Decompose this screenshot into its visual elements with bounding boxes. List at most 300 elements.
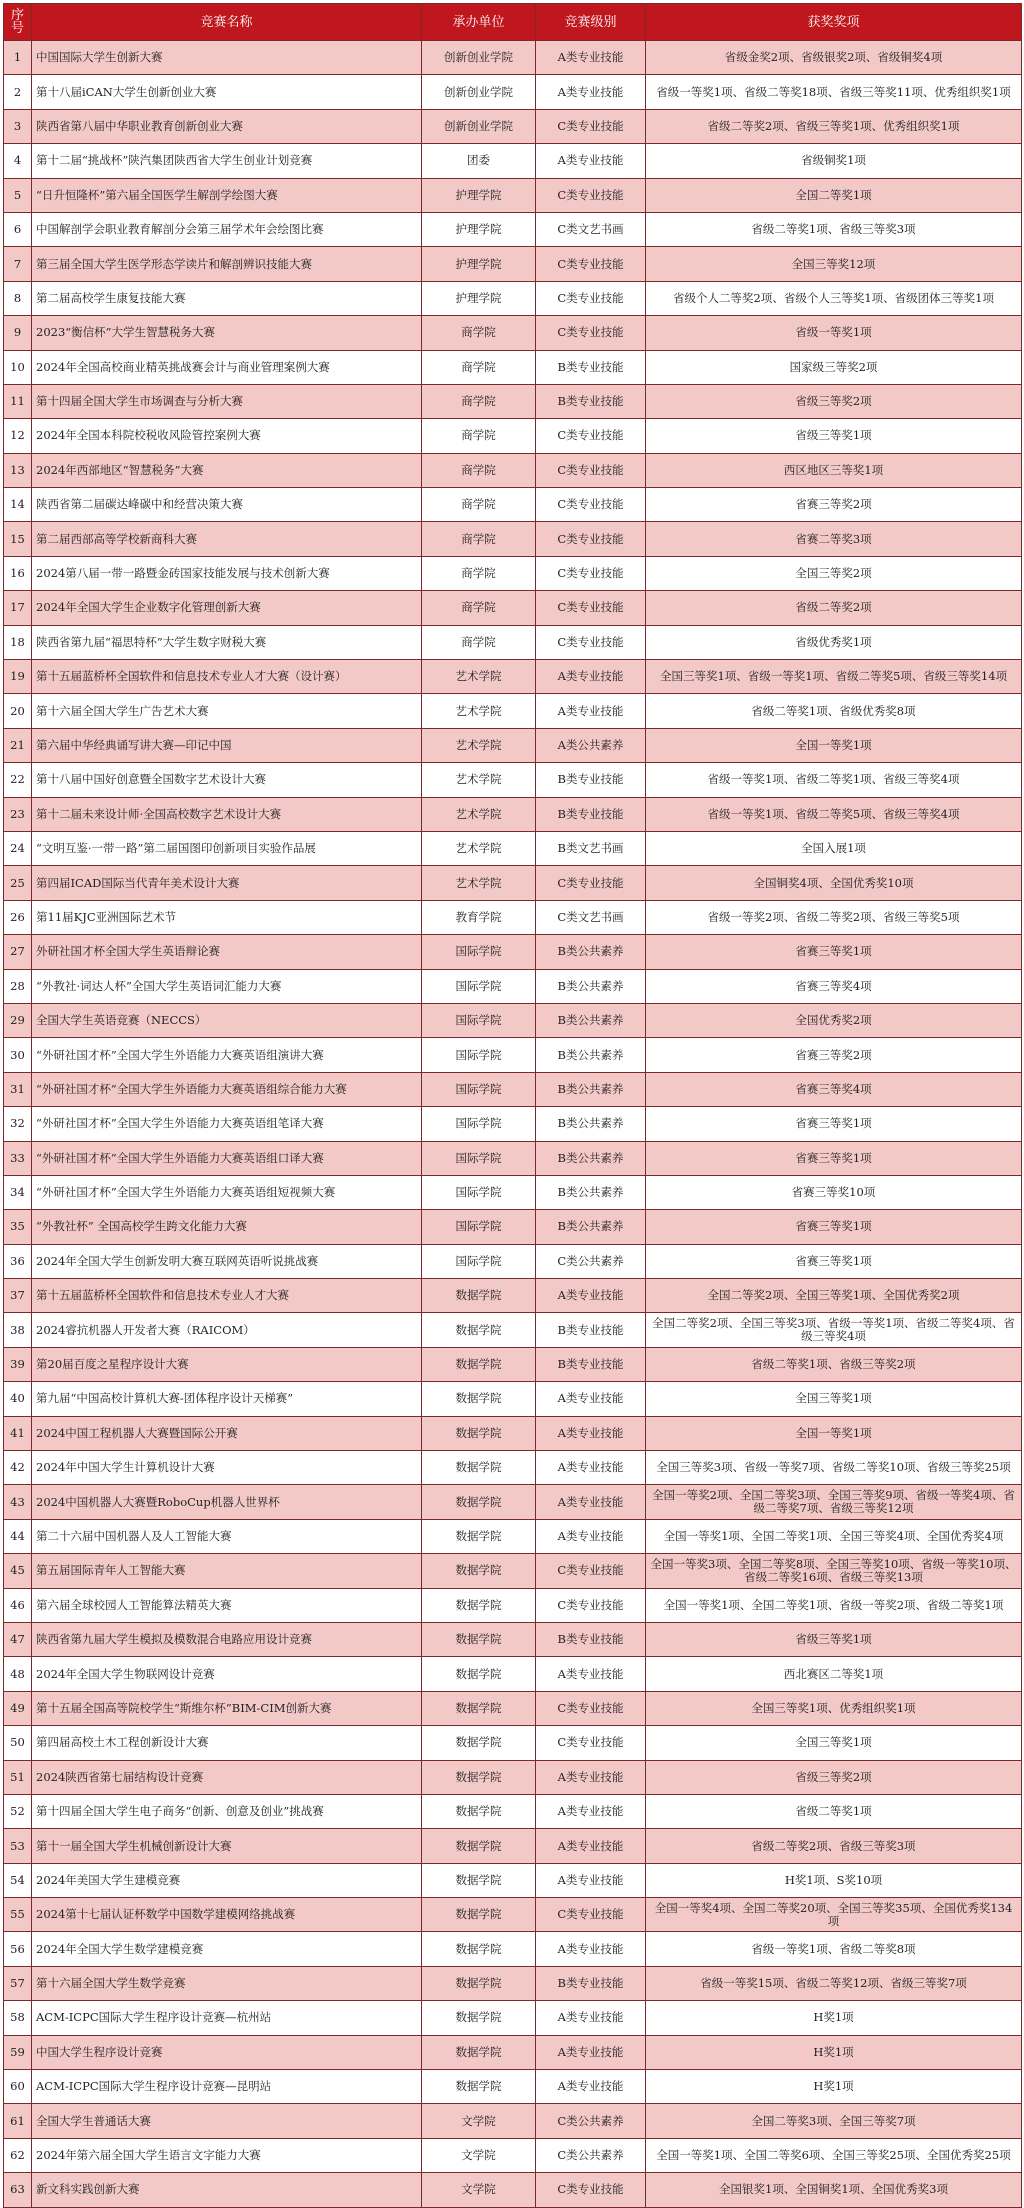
competition-name: 2024年美国大学生建模竞赛 <box>32 1863 422 1897</box>
table-row <box>4 419 1022 453</box>
row-number: 43 <box>4 1485 32 1519</box>
competition-level: C类专业技能 <box>536 1726 646 1760</box>
host-unit: 国际学院 <box>422 1072 536 1106</box>
competition-level: C类专业技能 <box>536 2173 646 2207</box>
table-row <box>4 1279 1022 1313</box>
row-number: 15 <box>4 522 32 556</box>
table-row <box>4 1244 1022 1278</box>
award-result: 全国二等奖2项、全国三等奖3项、省级一等奖1项、省级二等奖4项、省级三等奖4项 <box>646 1313 1022 1347</box>
row-number: 36 <box>4 1244 32 1278</box>
row-number: 61 <box>4 2104 32 2138</box>
competition-name: 2024年第六届全国大学生语言文字能力大赛 <box>32 2138 422 2172</box>
table-row <box>4 1141 1022 1175</box>
award-result: 全国一等奖1项、全国二等奖1项、全国三等奖4项、全国优秀奖4项 <box>646 1519 1022 1553</box>
award-result: 省级金奖2项、省级银奖2项、省级铜奖4项 <box>646 41 1022 75</box>
host-unit: 数据学院 <box>422 1519 536 1553</box>
award-result: 省级二等奖1项、省级三等奖2项 <box>646 1347 1022 1381</box>
competition-name: 第二十六届中国机器人及人工智能大赛 <box>32 1519 422 1553</box>
table-row <box>4 488 1022 522</box>
host-unit: 数据学院 <box>422 2035 536 2069</box>
host-unit: 文学院 <box>422 2138 536 2172</box>
award-result: 全国一等奖2项、全国二等奖3项、全国三等奖9项、省级一等奖4项、省级二等奖7项、省级三等奖12项 <box>646 1485 1022 1519</box>
competition-name: 第二届高校学生康复技能大赛 <box>32 281 422 315</box>
award-result: 全国一等奖1项、全国二等奖6项、全国三等奖25项、全国优秀奖25项 <box>646 2138 1022 2172</box>
table-row <box>4 797 1022 831</box>
host-unit: 商学院 <box>422 384 536 418</box>
competition-name: “文明互鉴·一带一路”第二届国图印创新项目实验作品展 <box>32 831 422 865</box>
row-number: 10 <box>4 350 32 384</box>
award-result: 省级二等奖2项 <box>646 591 1022 625</box>
host-unit: 数据学院 <box>422 1382 536 1416</box>
competition-level: C类专业技能 <box>536 1898 646 1932</box>
host-unit: 数据学院 <box>422 1554 536 1588</box>
table-row <box>4 247 1022 281</box>
table-row <box>4 1863 1022 1897</box>
competition-level: A类专业技能 <box>536 1382 646 1416</box>
award-result: 全国二等奖1项 <box>646 178 1022 212</box>
host-unit: 国际学院 <box>422 1141 536 1175</box>
competition-name: “日升恒隆杯”第六届全国医学生解剖学绘图大赛 <box>32 178 422 212</box>
award-result: 省赛三等奖1项 <box>646 1210 1022 1244</box>
competition-level: C类公共素养 <box>536 2138 646 2172</box>
award-result: 全国铜奖4项、全国优秀奖10项 <box>646 866 1022 900</box>
row-number: 49 <box>4 1691 32 1725</box>
award-result: 省赛三等奖2项 <box>646 488 1022 522</box>
award-result: 省级二等奖2项、省级三等奖1项、优秀组织奖1项 <box>646 109 1022 143</box>
table-row <box>4 660 1022 694</box>
competition-name: 中国解剖学会职业教育解剖分会第三届学术年会绘图比赛 <box>32 212 422 246</box>
table-row <box>4 316 1022 350</box>
competition-level: A类专业技能 <box>536 1657 646 1691</box>
row-number: 38 <box>4 1313 32 1347</box>
table-row <box>4 1072 1022 1106</box>
award-result: 全国一等奖3项、全国二等奖8项、全国三等奖10项、省级一等奖10项、省级二等奖16项、省级三等奖13项 <box>646 1554 1022 1588</box>
competition-name: 2024年西部地区“智慧税务”大赛 <box>32 453 422 487</box>
table-row <box>4 1554 1022 1588</box>
competition-name: 第十五届蓝桥杯全国软件和信息技术专业人才大赛 <box>32 1279 422 1313</box>
row-number: 4 <box>4 144 32 178</box>
table-row <box>4 1038 1022 1072</box>
host-unit: 数据学院 <box>422 1588 536 1622</box>
competition-level: A类专业技能 <box>536 1829 646 1863</box>
award-result: 国家级三等奖2项 <box>646 350 1022 384</box>
competition-name: 2024年全国大学生数学建模竞赛 <box>32 1932 422 1966</box>
competition-name: “外研社国才杯”全国大学生外语能力大赛英语组笔译大赛 <box>32 1107 422 1141</box>
award-result: 省级一等奖15项、省级二等奖12项、省级三等奖7项 <box>646 1966 1022 2000</box>
table-row <box>4 728 1022 762</box>
table-row <box>4 1794 1022 1828</box>
competition-level: B类专业技能 <box>536 384 646 418</box>
competition-level: A类专业技能 <box>536 660 646 694</box>
competition-name: 第五届国际青年人工智能大赛 <box>32 1554 422 1588</box>
table-row <box>4 866 1022 900</box>
table-row <box>4 1519 1022 1553</box>
host-unit: 文学院 <box>422 2104 536 2138</box>
award-result: 省赛三等奖2项 <box>646 1038 1022 1072</box>
host-unit: 国际学院 <box>422 935 536 969</box>
award-result: 省级二等奖1项、省级优秀奖8项 <box>646 694 1022 728</box>
row-number: 23 <box>4 797 32 831</box>
row-number: 39 <box>4 1347 32 1381</box>
row-number: 30 <box>4 1038 32 1072</box>
competition-name: 全国大学生英语竞赛（NECCS） <box>32 1003 422 1037</box>
competition-name: 第十二届“挑战杯”陕汽集团陕西省大学生创业计划竞赛 <box>32 144 422 178</box>
host-unit: 团委 <box>422 144 536 178</box>
table-row <box>4 1622 1022 1656</box>
row-number: 35 <box>4 1210 32 1244</box>
row-number: 6 <box>4 212 32 246</box>
host-unit: 数据学院 <box>422 1726 536 1760</box>
row-number: 42 <box>4 1451 32 1485</box>
row-number: 16 <box>4 556 32 590</box>
host-unit: 数据学院 <box>422 1966 536 2000</box>
row-number: 60 <box>4 2070 32 2104</box>
header-row <box>4 4 1022 41</box>
award-result: 省赛三等奖10项 <box>646 1175 1022 1209</box>
host-unit: 国际学院 <box>422 969 536 1003</box>
row-number: 2 <box>4 75 32 109</box>
host-unit: 数据学院 <box>422 1829 536 1863</box>
table-row <box>4 1829 1022 1863</box>
row-number: 33 <box>4 1141 32 1175</box>
competition-name: 2024睿抗机器人开发者大赛（RAICOM） <box>32 1313 422 1347</box>
table-row <box>4 1760 1022 1794</box>
host-unit: 数据学院 <box>422 1863 536 1897</box>
row-number: 37 <box>4 1279 32 1313</box>
competition-level: A类专业技能 <box>536 1279 646 1313</box>
table-body <box>4 41 1022 2208</box>
host-unit: 艺术学院 <box>422 694 536 728</box>
host-unit: 数据学院 <box>422 1485 536 1519</box>
row-number: 13 <box>4 453 32 487</box>
competition-name: 2024年中国大学生计算机设计大赛 <box>32 1451 422 1485</box>
competition-name: 第十一届全国大学生机械创新设计大赛 <box>32 1829 422 1863</box>
competition-name: 全国大学生普通话大赛 <box>32 2104 422 2138</box>
table-row <box>4 694 1022 728</box>
award-result: 省级三等奖1项 <box>646 1622 1022 1656</box>
competition-level: C类专业技能 <box>536 556 646 590</box>
table-row <box>4 1416 1022 1450</box>
table-row <box>4 1451 1022 1485</box>
award-result: 西北赛区二等奖1项 <box>646 1657 1022 1691</box>
award-result: 全国一等奖1项 <box>646 728 1022 762</box>
award-result: 省级铜奖1项 <box>646 144 1022 178</box>
row-number: 52 <box>4 1794 32 1828</box>
competition-level: C类专业技能 <box>536 625 646 659</box>
awards-sheet <box>3 3 1021 2208</box>
host-unit: 商学院 <box>422 591 536 625</box>
row-number: 8 <box>4 281 32 315</box>
row-number: 7 <box>4 247 32 281</box>
competition-level: B类公共素养 <box>536 969 646 1003</box>
award-result: 全国三等奖3项、省级一等奖7项、省级二等奖10项、省级三等奖25项 <box>646 1451 1022 1485</box>
table-row <box>4 384 1022 418</box>
table-row <box>4 625 1022 659</box>
competition-level: B类公共素养 <box>536 1072 646 1106</box>
competition-name: 陕西省第九届“福思特杯”大学生数字财税大赛 <box>32 625 422 659</box>
competition-level: A类专业技能 <box>536 694 646 728</box>
competition-name: 中国大学生程序设计竞赛 <box>32 2035 422 2069</box>
competition-level: B类专业技能 <box>536 763 646 797</box>
host-unit: 商学院 <box>422 625 536 659</box>
competition-name: 第十四届全国大学生市场调查与分析大赛 <box>32 384 422 418</box>
table-row <box>4 2070 1022 2104</box>
table-row <box>4 522 1022 556</box>
competition-level: C类文艺书画 <box>536 212 646 246</box>
competition-name: ACM-ICPC国际大学生程序设计竞赛—杭州站 <box>32 2001 422 2035</box>
table-row <box>4 831 1022 865</box>
host-unit: 数据学院 <box>422 1313 536 1347</box>
competition-name: 第十六届全国大学生广告艺术大赛 <box>32 694 422 728</box>
host-unit: 创新创业学院 <box>422 109 536 143</box>
award-result: 全国三等奖2项 <box>646 556 1022 590</box>
award-result: 省赛三等奖1项 <box>646 935 1022 969</box>
table-row <box>4 1588 1022 1622</box>
table-row <box>4 178 1022 212</box>
table-row <box>4 1107 1022 1141</box>
row-number: 57 <box>4 1966 32 2000</box>
competition-level: A类专业技能 <box>536 75 646 109</box>
competition-level: A类专业技能 <box>536 1451 646 1485</box>
host-unit: 文学院 <box>422 2173 536 2207</box>
competition-level: C类专业技能 <box>536 316 646 350</box>
competition-level: A类专业技能 <box>536 2001 646 2035</box>
competition-name: “外教社·词达人杯”全国大学生英语词汇能力大赛 <box>32 969 422 1003</box>
competition-level: B类公共素养 <box>536 1107 646 1141</box>
competition-level: C类专业技能 <box>536 109 646 143</box>
table-row <box>4 900 1022 934</box>
table-row <box>4 109 1022 143</box>
table-row <box>4 556 1022 590</box>
host-unit: 创新创业学院 <box>422 75 536 109</box>
row-number: 14 <box>4 488 32 522</box>
row-number: 58 <box>4 2001 32 2035</box>
award-result: 省级二等奖1项、省级三等奖3项 <box>646 212 1022 246</box>
competition-level: C类专业技能 <box>536 419 646 453</box>
row-number: 21 <box>4 728 32 762</box>
competition-level: C类专业技能 <box>536 1691 646 1725</box>
competition-level: C类专业技能 <box>536 247 646 281</box>
host-unit: 护理学院 <box>422 212 536 246</box>
table-row <box>4 1691 1022 1725</box>
award-result: 全国一等奖4项、全国二等奖20项、全国三等奖35项、全国优秀奖134项 <box>646 1898 1022 1932</box>
row-number: 25 <box>4 866 32 900</box>
competition-level: A类专业技能 <box>536 1794 646 1828</box>
host-unit: 数据学院 <box>422 1932 536 1966</box>
competition-level: B类专业技能 <box>536 1347 646 1381</box>
host-unit: 艺术学院 <box>422 660 536 694</box>
competition-name: “外研社国才杯”全国大学生外语能力大赛英语组口译大赛 <box>32 1141 422 1175</box>
award-result: 省赛三等奖1项 <box>646 1141 1022 1175</box>
competition-name: 2024年全国大学生物联网设计竞赛 <box>32 1657 422 1691</box>
row-number: 31 <box>4 1072 32 1106</box>
host-unit: 国际学院 <box>422 1107 536 1141</box>
competition-level: B类专业技能 <box>536 797 646 831</box>
competition-name: 新文科实践创新大赛 <box>32 2173 422 2207</box>
competition-name: 第十八届中国好创意暨全国数字艺术设计大赛 <box>32 763 422 797</box>
header-num: 序号 <box>4 4 32 41</box>
row-number: 27 <box>4 935 32 969</box>
host-unit: 数据学院 <box>422 2001 536 2035</box>
award-result: 省级一等奖2项、省级二等奖2项、省级三等奖5项 <box>646 900 1022 934</box>
competition-name: 第11届KJC亚洲国际艺术节 <box>32 900 422 934</box>
competition-level: C类专业技能 <box>536 522 646 556</box>
host-unit: 艺术学院 <box>422 831 536 865</box>
competition-name: 第十二届未来设计师·全国高校数字艺术设计大赛 <box>32 797 422 831</box>
competition-name: 2024年全国本科院校税收风险管控案例大赛 <box>32 419 422 453</box>
competition-level: C类专业技能 <box>536 1554 646 1588</box>
competition-level: B类公共素养 <box>536 1038 646 1072</box>
host-unit: 国际学院 <box>422 1210 536 1244</box>
competition-level: A类专业技能 <box>536 1519 646 1553</box>
header-award: 获奖奖项 <box>646 4 1022 41</box>
award-result: H奖1项 <box>646 2070 1022 2104</box>
award-result: 省赛三等奖1项 <box>646 1107 1022 1141</box>
competition-level: B类公共素养 <box>536 1141 646 1175</box>
table-row <box>4 2138 1022 2172</box>
header-name: 竞赛名称 <box>32 4 422 41</box>
row-number: 50 <box>4 1726 32 1760</box>
competition-name: 2023“衡信杯”大学生智慧税务大赛 <box>32 316 422 350</box>
row-number: 32 <box>4 1107 32 1141</box>
table-row <box>4 1175 1022 1209</box>
competition-name: 第六届全球校园人工智能算法精英大赛 <box>32 1588 422 1622</box>
host-unit: 商学院 <box>422 419 536 453</box>
competition-level: B类专业技能 <box>536 350 646 384</box>
competition-name: 陕西省第二届碳达峰碳中和经营决策大赛 <box>32 488 422 522</box>
award-result: H奖1项 <box>646 2035 1022 2069</box>
row-number: 56 <box>4 1932 32 1966</box>
table-row <box>4 1313 1022 1347</box>
table-row <box>4 1726 1022 1760</box>
host-unit: 创新创业学院 <box>422 41 536 75</box>
table-row <box>4 2104 1022 2138</box>
competition-name: 2024年全国大学生企业数字化管理创新大赛 <box>32 591 422 625</box>
award-result: H奖1项、S奖10项 <box>646 1863 1022 1897</box>
competition-name: 2024第八届一带一路暨金砖国家技能发展与技术创新大赛 <box>32 556 422 590</box>
award-result: 全国三等奖1项 <box>646 1382 1022 1416</box>
host-unit: 护理学院 <box>422 247 536 281</box>
award-result: 省级一等奖1项、省级二等奖8项 <box>646 1932 1022 1966</box>
row-number: 11 <box>4 384 32 418</box>
award-result: 全国三等奖1项 <box>646 1726 1022 1760</box>
award-result: 省赛二等奖3项 <box>646 522 1022 556</box>
table-row <box>4 1382 1022 1416</box>
competition-name: 2024中国机器人大赛暨RoboCup机器人世界杯 <box>32 1485 422 1519</box>
competition-level: C类专业技能 <box>536 488 646 522</box>
competition-name: 第十五届全国高等院校学生“斯维尔杯”BIM-CIM创新大赛 <box>32 1691 422 1725</box>
host-unit: 护理学院 <box>422 281 536 315</box>
competition-name: 中国国际大学生创新大赛 <box>32 41 422 75</box>
host-unit: 国际学院 <box>422 1038 536 1072</box>
competition-name: 陕西省第八届中华职业教育创新创业大赛 <box>32 109 422 143</box>
table-row <box>4 453 1022 487</box>
host-unit: 数据学院 <box>422 1451 536 1485</box>
competition-level: A类专业技能 <box>536 2070 646 2104</box>
table-row <box>4 1932 1022 1966</box>
host-unit: 商学院 <box>422 350 536 384</box>
competition-name: 第十四届全国大学生电子商务“创新、创意及创业”挑战赛 <box>32 1794 422 1828</box>
competition-level: C类专业技能 <box>536 1588 646 1622</box>
row-number: 44 <box>4 1519 32 1553</box>
row-number: 41 <box>4 1416 32 1450</box>
award-result: 全国二等奖3项、全国三等奖7项 <box>646 2104 1022 2138</box>
competition-level: A类专业技能 <box>536 1863 646 1897</box>
competition-name: 第十八届iCAN大学生创新创业大赛 <box>32 75 422 109</box>
competition-name: 第三届全国大学生医学形态学读片和解剖辨识技能大赛 <box>32 247 422 281</box>
award-result: 省级个人二等奖2项、省级个人三等奖1项、省级团体三等奖1项 <box>646 281 1022 315</box>
award-result: 全国三等奖1项、优秀组织奖1项 <box>646 1691 1022 1725</box>
row-number: 28 <box>4 969 32 1003</box>
competition-name: 2024中国工程机器人大赛暨国际公开赛 <box>32 1416 422 1450</box>
host-unit: 数据学院 <box>422 1898 536 1932</box>
award-result: 全国一等奖1项 <box>646 1416 1022 1450</box>
award-result: 省级二等奖2项、省级三等奖3项 <box>646 1829 1022 1863</box>
competition-level: C类公共素养 <box>536 2104 646 2138</box>
host-unit: 商学院 <box>422 556 536 590</box>
table-row <box>4 1485 1022 1519</box>
competition-level: A类专业技能 <box>536 41 646 75</box>
host-unit: 数据学院 <box>422 1760 536 1794</box>
row-number: 24 <box>4 831 32 865</box>
award-result: 省级优秀奖1项 <box>646 625 1022 659</box>
host-unit: 艺术学院 <box>422 866 536 900</box>
row-number: 59 <box>4 2035 32 2069</box>
competition-level: B类公共素养 <box>536 935 646 969</box>
host-unit: 数据学院 <box>422 2070 536 2104</box>
award-result: 省级三等奖2项 <box>646 1760 1022 1794</box>
award-result: 省赛三等奖4项 <box>646 969 1022 1003</box>
award-result: 省级三等奖1项 <box>646 419 1022 453</box>
table-row <box>4 1210 1022 1244</box>
row-number: 51 <box>4 1760 32 1794</box>
competition-name: “外研社国才杯”全国大学生外语能力大赛英语组短视频大赛 <box>32 1175 422 1209</box>
award-result: 全国银奖1项、全国铜奖1项、全国优秀奖3项 <box>646 2173 1022 2207</box>
competition-name: ACM-ICPC国际大学生程序设计竞赛—昆明站 <box>32 2070 422 2104</box>
table-row <box>4 763 1022 797</box>
host-unit: 艺术学院 <box>422 728 536 762</box>
table-row <box>4 1347 1022 1381</box>
award-result: 省级一等奖1项、省级二等奖5项、省级三等奖4项 <box>646 797 1022 831</box>
award-result: 全国优秀奖2项 <box>646 1003 1022 1037</box>
host-unit: 商学院 <box>422 488 536 522</box>
competition-level: C类专业技能 <box>536 453 646 487</box>
competition-name: 外研社国才杯全国大学生英语辩论赛 <box>32 935 422 969</box>
competition-name: 第四届高校土木工程创新设计大赛 <box>32 1726 422 1760</box>
competition-name: 2024年全国高校商业精英挑战赛会计与商业管理案例大赛 <box>32 350 422 384</box>
row-number: 48 <box>4 1657 32 1691</box>
competition-level: C类文艺书画 <box>536 900 646 934</box>
awards-table <box>3 3 1022 2208</box>
competition-level: C类专业技能 <box>536 178 646 212</box>
host-unit: 艺术学院 <box>422 763 536 797</box>
host-unit: 商学院 <box>422 522 536 556</box>
award-result: 全国三等奖12项 <box>646 247 1022 281</box>
header-unit: 承办单位 <box>422 4 536 41</box>
competition-level: A类专业技能 <box>536 1416 646 1450</box>
award-result: 全国一等奖1项、全国二等奖1项、省级一等奖2项、省级二等奖1项 <box>646 1588 1022 1622</box>
award-result: 省级一等奖1项 <box>646 316 1022 350</box>
competition-name: 陕西省第九届大学生模拟及模数混合电路应用设计竞赛 <box>32 1622 422 1656</box>
award-result: 省级三等奖2项 <box>646 384 1022 418</box>
competition-name: 第十六届全国大学生数学竞赛 <box>32 1966 422 2000</box>
table-row <box>4 144 1022 178</box>
table-row <box>4 1898 1022 1932</box>
competition-name: 2024第十七届认证杯数学中国数学建模网络挑战赛 <box>32 1898 422 1932</box>
table-row <box>4 2035 1022 2069</box>
row-number: 62 <box>4 2138 32 2172</box>
competition-name: 第六届中华经典诵写讲大赛—印记中国 <box>32 728 422 762</box>
